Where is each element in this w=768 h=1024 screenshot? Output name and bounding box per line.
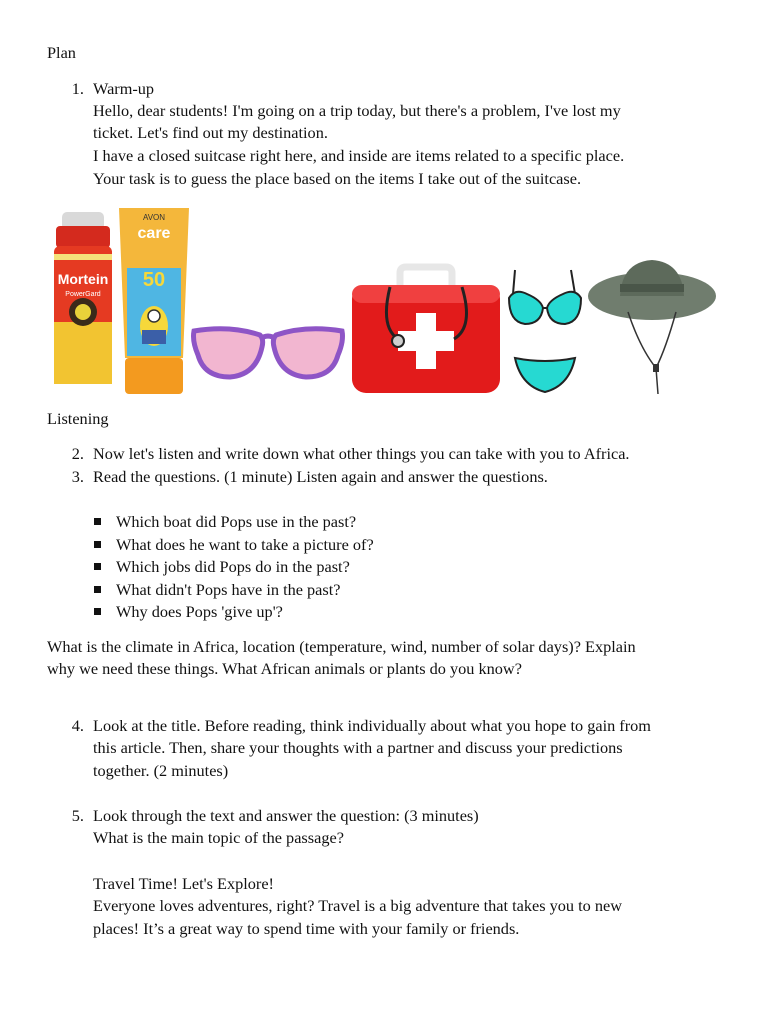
sunscreen-image (117, 208, 191, 395)
plan-heading: Plan (47, 43, 76, 62)
spray-sub-label: PowerGard (65, 291, 101, 298)
climate-line-1: What is the climate in Africa, location (temperature, wind, number of solar days)? Explain (47, 637, 636, 656)
question-3: Which jobs did Pops do in the past? (116, 557, 350, 576)
sunscreen-spf: 50 (142, 269, 166, 291)
list-number-4: 4. (71, 716, 84, 735)
climate-line-2: why we need these things. What African animals or plants do you know? (47, 659, 522, 678)
question-1: Which boat did Pops use in the past? (116, 512, 357, 531)
step5-line-2: What is the main topic of the passage? (93, 828, 344, 847)
swimsuit-image (505, 268, 585, 394)
list-number-2: 2. (71, 444, 84, 463)
bullet-icon (94, 608, 101, 615)
warmup-line-4: Your task is to guess the place based on the items I take out of the suitcase. (93, 169, 582, 188)
article-line-2: places! It’s a great way to spend time with your family or friends. (93, 919, 520, 938)
step5-line-1: Look through the text and answer the question: (3 minutes) (93, 806, 479, 825)
list-number-3: 3. (71, 467, 84, 486)
step4-line-1: Look at the title. Before reading, think individually about what you hope to gain from (93, 716, 651, 735)
step4-line-2: this article. Then, share your thoughts with a partner and discuss your predictions (93, 738, 623, 757)
listening-item-2: Now let's listen and write down what other things you can take with you to Africa. (93, 444, 630, 463)
spray-brand-label: Mortein (57, 271, 109, 287)
list-number-1: 1. (71, 79, 84, 98)
question-2: What does he want to take a picture of? (116, 535, 374, 554)
warmup-line-3: I have a closed suitcase right here, and inside are items related to a specific place. (93, 146, 625, 165)
question-5: Why does Pops 'give up'? (116, 602, 283, 621)
warmup-line-1: Hello, dear students! I'm going on a trip today, but there's a problem, I've lost my (93, 101, 621, 120)
safari-hat-image (586, 258, 718, 396)
warmup-line-2: ticket. Let's find out my destination. (93, 123, 328, 142)
article-line-1: Everyone loves adventures, right? Travel is a big adventure that takes you to new (93, 896, 623, 915)
bullet-icon (94, 563, 101, 570)
sunscreen-brand: care (137, 225, 171, 242)
listening-item-3: Read the questions. (1 minute) Listen again and answer the questions. (93, 467, 548, 486)
question-4: What didn't Pops have in the past? (116, 580, 341, 599)
step4-line-3: together. (2 minutes) (93, 761, 229, 780)
article-title: Travel Time! Let's Explore! (93, 874, 274, 893)
first-aid-kit-image (350, 267, 502, 394)
bullet-icon (94, 586, 101, 593)
sunglasses-image (190, 325, 346, 381)
bullet-icon (94, 518, 101, 525)
sunscreen-brand-top: AVON (142, 213, 166, 222)
insect-spray-image (52, 212, 114, 387)
warmup-title: Warm-up (93, 79, 155, 98)
bullet-icon (94, 541, 101, 548)
list-number-5: 5. (71, 806, 84, 825)
listening-heading: Listening (47, 409, 109, 428)
